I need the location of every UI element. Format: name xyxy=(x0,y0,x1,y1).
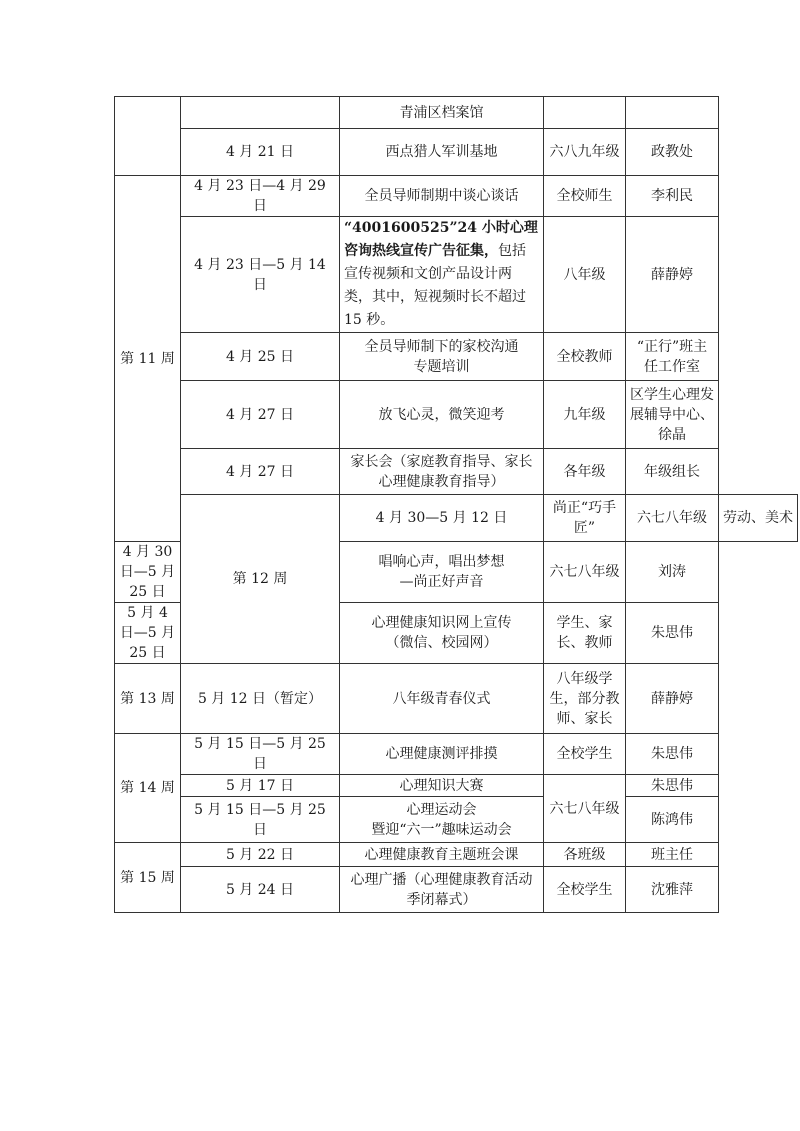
owner-cell: 朱思伟 xyxy=(626,603,719,664)
owner-cell: 李利民 xyxy=(626,176,719,217)
table-row xyxy=(115,495,798,542)
owner-cell: 薛静婷 xyxy=(626,217,719,333)
table-row xyxy=(115,217,798,333)
date-cell xyxy=(181,97,340,129)
date-cell: 5 月 17 日 xyxy=(181,775,340,797)
date-cell: 4 月 25 日 xyxy=(181,333,340,381)
owner-cell: “正行”班主任工作室 xyxy=(626,333,719,381)
activity-cell xyxy=(340,97,544,129)
activity-cell xyxy=(340,734,544,775)
owner-cell xyxy=(626,97,719,129)
week-cell: 第 14 周 xyxy=(115,734,181,843)
table-row xyxy=(115,775,798,797)
activity-cell xyxy=(340,129,544,176)
owner-cell: 沈雅萍 xyxy=(626,867,719,913)
target-cell: 学生、家长、教师 xyxy=(544,603,626,664)
target-cell: 六七八年级 xyxy=(544,542,626,603)
week-cell xyxy=(115,97,181,176)
owner-cell: 区学生心理发展辅导中心、徐晶 xyxy=(626,381,719,449)
activity-line: 心理健康教育主题班会课 xyxy=(364,846,519,863)
date-cell: 5 月 4 日—5 月 25 日 xyxy=(115,603,181,664)
date-cell: 4 月 30—5 月 12 日 xyxy=(340,495,544,542)
activity-line: 唱响心声，唱出梦想 xyxy=(378,554,505,570)
date-cell: 5 月 22 日 xyxy=(181,843,340,867)
table-row xyxy=(115,129,798,176)
activity-cell xyxy=(340,333,544,381)
date-cell: 5 月 15 日—5 月 25 日 xyxy=(181,734,340,775)
target-cell: 各班级 xyxy=(544,843,626,867)
target-cell: 八年级 xyxy=(544,217,626,333)
activity-line: 心理健康测评排摸 xyxy=(385,746,498,762)
activity-line: 暨迎“六一”趣味运动会 xyxy=(371,821,512,838)
target-cell: 全校学生 xyxy=(544,867,626,913)
activity-line: 心理健康知识网上宣传 xyxy=(371,615,512,631)
owner-cell: 劳动、美术 xyxy=(719,495,798,542)
date-cell: 5 月 12 日（暂定） xyxy=(181,664,340,734)
activity-line: 心理知识大赛 xyxy=(399,777,484,794)
activity-line: 全员导师制下的家校沟通 xyxy=(364,338,519,355)
activity-line: 心理运动会 xyxy=(406,801,477,818)
table-row xyxy=(115,449,798,495)
activity-line: 尚正“巧手匠” xyxy=(552,500,617,536)
date-cell: 4 月 27 日 xyxy=(181,449,340,495)
table-row xyxy=(115,97,798,129)
date-cell: 4 月 27 日 xyxy=(181,381,340,449)
date-cell: 5 月 15 日—5 月 25 日 xyxy=(181,797,340,843)
activity-line: 家长会（家庭教育指导、家长 xyxy=(350,453,533,470)
table-row xyxy=(115,843,798,867)
week-cell: 第 15 周 xyxy=(115,843,181,913)
target-cell: 六七八年级 xyxy=(626,495,719,542)
target-cell: 全校学生 xyxy=(544,734,626,775)
activity-line: 全员导师制期中谈心谈话 xyxy=(364,188,519,204)
target-cell: 全校师生 xyxy=(544,176,626,217)
activity-text: 包括宣传视频和文创产品设计两类，其中，短视频时长不超过 15 秒。 xyxy=(344,243,526,328)
table-row xyxy=(115,176,798,217)
owner-cell: 刘涛 xyxy=(626,542,719,603)
activity-cell xyxy=(340,381,544,449)
activity-cell xyxy=(340,797,544,843)
target-cell: 各年级 xyxy=(544,449,626,495)
activity-line: —尚正好声音 xyxy=(399,574,484,590)
date-cell: 4 月 23 日—5 月 14 日 xyxy=(181,217,340,333)
activity-line: 放飞心灵，微笑迎考 xyxy=(378,406,505,423)
table-row xyxy=(115,797,798,843)
schedule-table xyxy=(114,96,798,913)
date-cell: 4 月 21 日 xyxy=(181,129,340,176)
date-cell: 4 月 30 日—5 月 25 日 xyxy=(115,542,181,603)
activity-cell xyxy=(340,542,544,603)
activity-bold-text: “4001600525”24 小时心理咨询热线宣传广告征集， xyxy=(344,220,538,259)
activity-cell xyxy=(340,867,544,913)
activity-line: （微信、校园网） xyxy=(385,635,498,651)
activity-line: 季闭幕式） xyxy=(406,891,477,908)
owner-cell: 年级组长 xyxy=(626,449,719,495)
table-row xyxy=(115,381,798,449)
activity-cell xyxy=(340,449,544,495)
activity-cell xyxy=(340,217,544,333)
owner-cell: 薛静婷 xyxy=(626,664,719,734)
activity-cell xyxy=(544,495,626,542)
date-cell: 4 月 23 日—4 月 29 日 xyxy=(181,176,340,217)
target-cell: 六八九年级 xyxy=(544,129,626,176)
target-cell xyxy=(544,97,626,129)
owner-cell: 陈鸿伟 xyxy=(626,797,719,843)
target-cell: 六七八年级 xyxy=(544,775,626,843)
owner-cell: 朱思伟 xyxy=(626,775,719,797)
activity-line: 心理广播（心理健康教育活动 xyxy=(350,871,533,888)
activity-cell xyxy=(340,603,544,664)
week-cell: 第 13 周 xyxy=(115,664,181,734)
table-row xyxy=(115,734,798,775)
owner-cell: 政教处 xyxy=(626,129,719,176)
owner-cell: 班主任 xyxy=(626,843,719,867)
activity-line: 心理健康教育指导） xyxy=(378,473,505,490)
activity-line: 西点猎人军训基地 xyxy=(385,144,498,160)
table-row xyxy=(115,664,798,734)
activity-line: 八年级青春仪式 xyxy=(392,690,491,707)
activity-line: 青浦区档案馆 xyxy=(399,104,484,121)
activity-cell xyxy=(340,843,544,867)
week-cell: 第 11 周 xyxy=(115,176,181,542)
week-cell: 第 12 周 xyxy=(181,495,340,664)
activity-cell xyxy=(340,775,544,797)
target-cell: 八年级学生，部分教师、家长 xyxy=(544,664,626,734)
schedule-body xyxy=(115,97,798,913)
activity-cell xyxy=(340,664,544,734)
target-cell: 全校教师 xyxy=(544,333,626,381)
table-row xyxy=(115,867,798,913)
target-cell: 九年级 xyxy=(544,381,626,449)
activity-line: 专题培训 xyxy=(413,358,470,375)
owner-cell: 朱思伟 xyxy=(626,734,719,775)
table-row xyxy=(115,333,798,381)
activity-cell xyxy=(340,176,544,217)
date-cell: 5 月 24 日 xyxy=(181,867,340,913)
